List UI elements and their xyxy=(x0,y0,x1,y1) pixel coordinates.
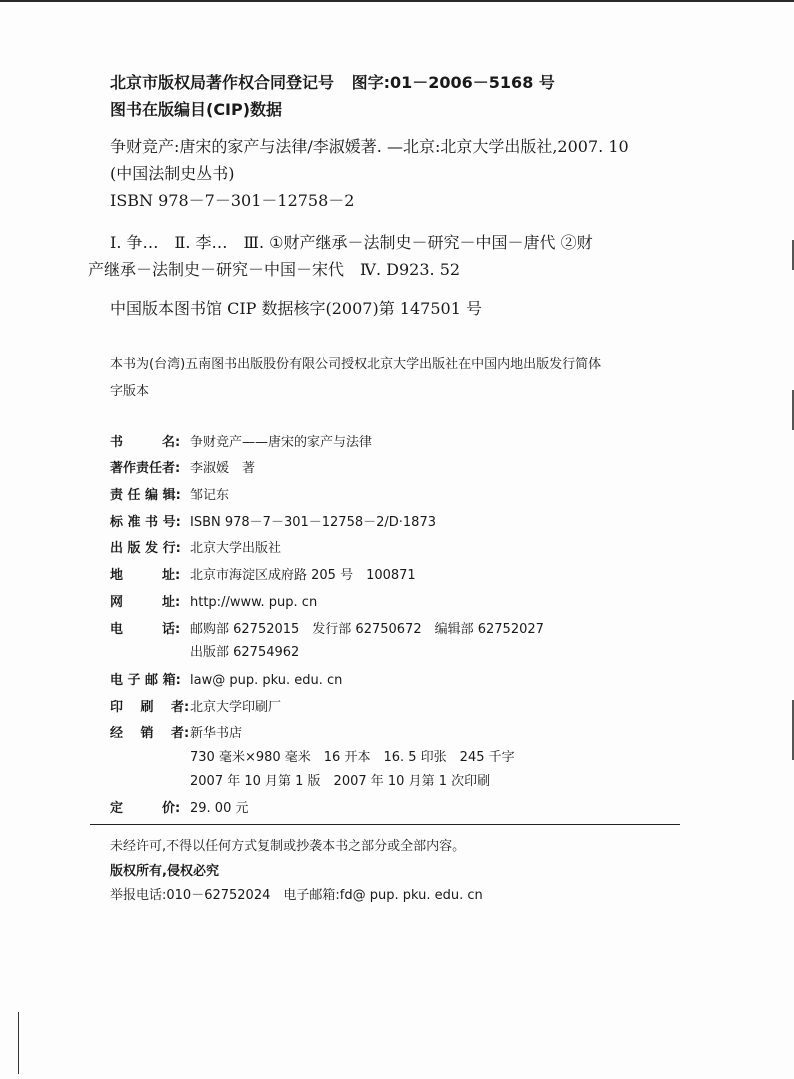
info-value: 北京大学出版社 xyxy=(190,541,282,556)
info-label: 电 子 邮 箱: xyxy=(110,673,181,688)
info-row xyxy=(110,537,281,556)
info-value: ISBN 978－7－301－12758－2/D·1873 xyxy=(190,515,436,530)
info-row xyxy=(110,696,281,715)
divider xyxy=(90,824,680,825)
scan-margin-line xyxy=(18,1012,19,1074)
info-label: 出 版 发 行: xyxy=(110,541,181,556)
info-value: http://www. pup. cn xyxy=(190,595,318,610)
info-label: 定 价: xyxy=(110,801,181,816)
registration-label: 北京市版权局著作权合同登记号 xyxy=(110,73,335,92)
info-row xyxy=(110,457,255,476)
info-row xyxy=(110,431,372,450)
info-value: 29. 00 元 xyxy=(190,801,249,816)
top-border xyxy=(0,0,794,2)
cip-line-isbn: ISBN 978－7－301－12758－2 xyxy=(110,191,355,210)
info-label: 著作责任者: xyxy=(110,461,181,476)
cip-line-subjects-cont: 产继承－法制史－研究－中国－宋代 Ⅳ. D923. 52 xyxy=(88,260,461,279)
info-value: 争财竞产——唐宋的家产与法律 xyxy=(190,435,373,450)
footer-rights: 版权所有,侵权必究 xyxy=(110,864,219,879)
registration-number: 图字:01－2006－5168 号 xyxy=(351,73,555,92)
info-row xyxy=(110,669,342,688)
info-row xyxy=(110,641,299,660)
info-row xyxy=(110,564,416,583)
cip-line-record: 中国版本图书馆 CIP 数据核字(2007)第 147501 号 xyxy=(110,299,482,318)
info-row xyxy=(110,746,515,765)
info-value: 出版部 62754962 xyxy=(190,645,300,660)
license-note: 本书为(台湾)五南图书出版股份有限公司授权北京大学出版社在中国内地出版发行简体 xyxy=(110,357,602,372)
cip-title: 图书在版编目(CIP)数据 xyxy=(110,100,283,119)
registration-line xyxy=(110,70,567,93)
info-value: 邹记东 xyxy=(190,488,230,503)
info-label: 网 址: xyxy=(110,595,181,610)
info-value: 新华书店 xyxy=(190,726,243,741)
info-row xyxy=(110,722,242,741)
info-label: 经 销 者: xyxy=(110,726,190,741)
info-label: 责 任 编 辑: xyxy=(110,488,181,503)
info-row xyxy=(110,618,544,637)
info-label: 电 话: xyxy=(110,622,181,637)
info-row xyxy=(110,797,248,816)
license-note-cont: 字版本 xyxy=(110,384,150,399)
info-row xyxy=(110,591,317,610)
info-row xyxy=(110,770,490,789)
footer-contact: 举报电话:010－62752024 电子邮箱:fd@ pup. pku. edu. cn xyxy=(110,888,483,903)
info-label: 标 准 书 号: xyxy=(110,515,181,530)
cip-line-series: (中国法制史丛书) xyxy=(110,164,235,183)
info-value: 北京大学印刷厂 xyxy=(190,700,282,715)
info-label: 地 址: xyxy=(110,568,181,583)
footer-notice: 未经许可,不得以任何方式复制或抄袭本书之部分或全部内容。 xyxy=(110,839,466,854)
info-row xyxy=(110,511,436,530)
info-value: 2007 年 10 月第 1 版 2007 年 10 月第 1 次印刷 xyxy=(190,774,491,789)
info-value: law@ pup. pku. edu. cn xyxy=(190,673,343,688)
info-value: 李淑媛 著 xyxy=(190,461,256,476)
cip-line-subjects: Ⅰ. 争… Ⅱ. 李… Ⅲ. ①财产继承－法制史－研究－中国－唐代 ②财 xyxy=(110,233,593,252)
info-row xyxy=(110,484,229,503)
info-value: 邮购部 62752015 发行部 62750672 编辑部 62752027 xyxy=(190,622,544,637)
cip-line-title: 争财竞产:唐宋的家产与法律/李淑媛著. —北京:北京大学出版社,2007. 10 xyxy=(110,137,629,156)
info-label: 书 名: xyxy=(110,435,181,450)
info-value: 北京市海淀区成府路 205 号 100871 xyxy=(190,568,416,583)
info-label: 印 刷 者: xyxy=(110,700,190,715)
info-value: 730 毫米×980 毫米 16 开本 16. 5 印张 245 千字 xyxy=(190,750,515,765)
